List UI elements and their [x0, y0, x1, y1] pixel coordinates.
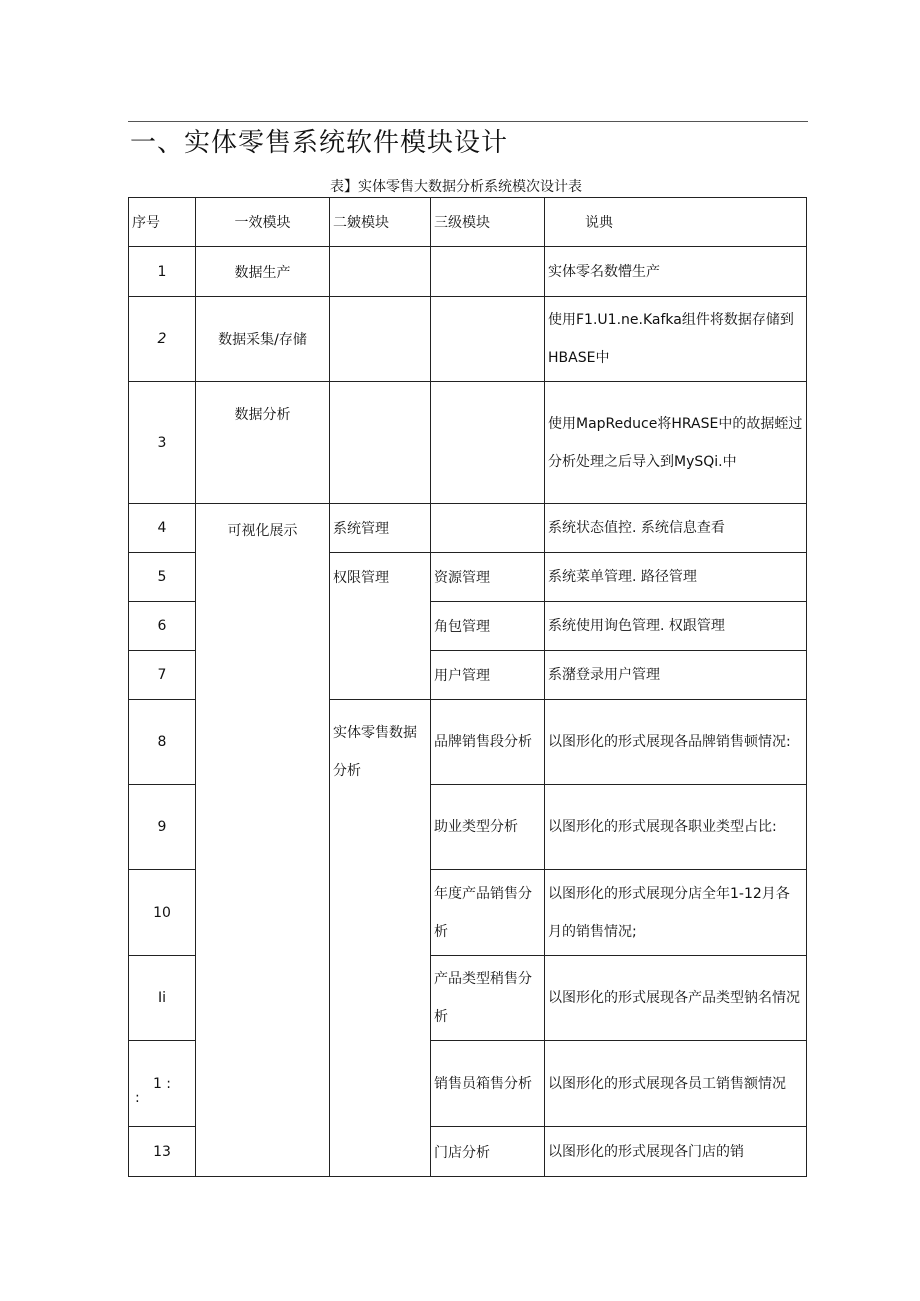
row-level1-visualization: 可视化展示	[196, 504, 330, 1177]
row-seq: 1	[129, 247, 196, 297]
row-level3: 产品类型稍售分析	[431, 956, 545, 1041]
row-level1: 数据分析	[196, 382, 330, 504]
row-description: 使用MapReduce将HRASE中的故据蛭过分析处理之后导入到MySQi.中	[545, 382, 807, 504]
row-seq: 8	[129, 700, 196, 785]
row-level2	[330, 247, 431, 297]
row-level2	[330, 382, 431, 504]
row-seq: 7	[129, 651, 196, 700]
table-row	[129, 247, 807, 297]
row-seq: 10	[129, 870, 196, 956]
row-description: 以图形化的形式展现各职业类型占比:	[545, 785, 807, 870]
row-level2-retail-analysis: 实体零售数据分析	[330, 700, 431, 1177]
header-level3: 三级模块	[431, 198, 545, 247]
header-seq: 序号	[129, 198, 196, 247]
row-seq	[129, 1041, 196, 1127]
row-description: 以图形化的形式展现各员工销售额情况	[545, 1041, 807, 1127]
row-level3: 助业类型分析	[431, 785, 545, 870]
row-description: 以图形化的形式展现分店全年1-12月各月的销售情况;	[545, 870, 807, 956]
section-heading: 一、实体零售系统软件模块设计	[130, 128, 509, 158]
table-header-row	[129, 198, 807, 247]
row-description: 以图形化的形式展现各品牌销售顿情况:	[545, 700, 807, 785]
row-description: 以图形化的形式展现各产品类型钠名情况	[545, 956, 807, 1041]
row-level3: 销售员箱售分析	[431, 1041, 545, 1127]
row-level3	[431, 504, 545, 553]
table-row	[129, 297, 807, 382]
row-description: 以图形化的形式展现各门店的销	[545, 1127, 807, 1177]
row-level3: 角包管理	[431, 602, 545, 651]
row-seq: 13	[129, 1127, 196, 1177]
header-description: 说典	[545, 198, 807, 247]
row-description: 实体零名数懵生产	[545, 247, 807, 297]
row-description: 系潴登录用户管理	[545, 651, 807, 700]
row-seq: 4	[129, 504, 196, 553]
row-level3: 年度产品销售分析	[431, 870, 545, 956]
row-seq: 6	[129, 602, 196, 651]
row-seq-mark: :	[135, 1090, 140, 1106]
table-caption: 表】实体零售大数据分析系统模次设计表	[330, 179, 582, 195]
table-row	[129, 382, 807, 504]
row-level3: 用户管理	[431, 651, 545, 700]
row-level3	[431, 297, 545, 382]
row-description: 系统使用询色管理. 权跟管理	[545, 602, 807, 651]
row-seq: 9	[129, 785, 196, 870]
row-level3: 品牌销售段分析	[431, 700, 545, 785]
row-level3: 门店分析	[431, 1127, 545, 1177]
row-level1: 数据采集/存储	[196, 297, 330, 382]
row-level2-permissions: 权限管理	[330, 553, 431, 700]
row-level3	[431, 247, 545, 297]
row-seq-text: 1 :	[152, 1075, 172, 1092]
row-seq: 2	[129, 297, 196, 382]
row-description: 系统菜单管理. 路径管理	[545, 553, 807, 602]
row-level3: 资源管理	[431, 553, 545, 602]
row-level3	[431, 382, 545, 504]
row-level1: 数据生产	[196, 247, 330, 297]
header-level2: 二皴模块	[330, 198, 431, 247]
row-description: 系统状态值控. 系统信息查看	[545, 504, 807, 553]
row-level2: 系统管理	[330, 504, 431, 553]
row-seq: Ii	[129, 956, 196, 1041]
row-description: 使用F1.U1.ne.Kafka组件将数据存储到HBASE中	[545, 297, 807, 382]
row-seq: 3	[129, 382, 196, 504]
row-level2	[330, 297, 431, 382]
module-design-table	[128, 197, 807, 1177]
header-level1: 一效模块	[196, 198, 330, 247]
table-row	[129, 504, 807, 553]
row-seq: 5	[129, 553, 196, 602]
